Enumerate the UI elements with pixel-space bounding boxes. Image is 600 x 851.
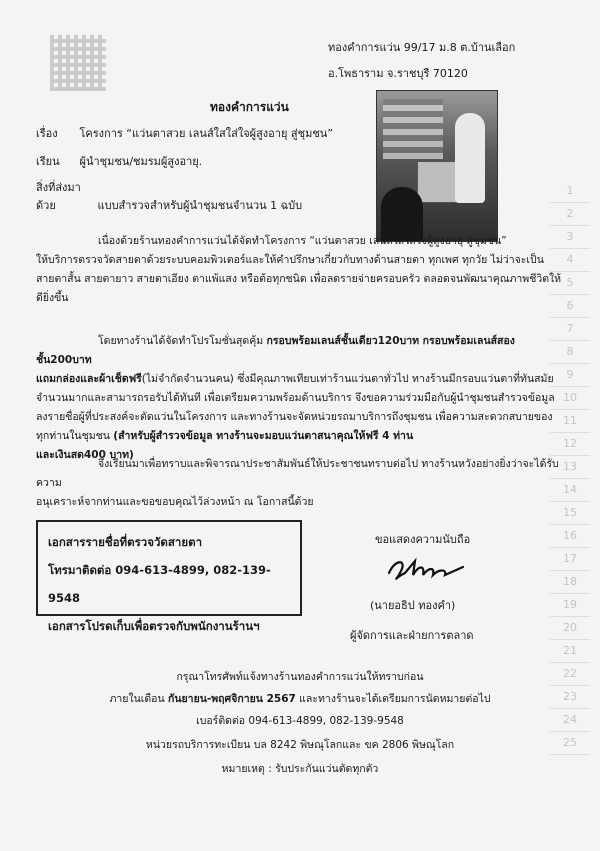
- promo-price: กรอบพร้อมเลนส์ชั้นเดียว120บาท กรอบพร้อมเลนส์สองชั้น200บาท: [36, 335, 515, 366]
- table-row: 5: [550, 272, 590, 295]
- paragraph-3: [36, 455, 566, 512]
- promo-intro: โดยทางร้านได้จัดทำโปรโมชั่นสุดคุ้ม: [98, 335, 267, 347]
- paragraph-line: เนื่องด้วยร้านทองคำการแว่นได้จัดทำโครงการ “แว่นตาสวย เลนส์ใสใส่ใจผู้สูงอายุ สู่ชุมชน”: [98, 235, 507, 247]
- attachment-label: สิ่งที่ส่งมาด้วย: [36, 181, 81, 212]
- surveyor-reward: (สำหรับผู้สำรวจข้อมูล ทางร้านจะมอบแว่นตาสนาคุณให้ฟรี 4 ท่าน: [113, 430, 414, 442]
- table-row: 14: [550, 479, 590, 502]
- table-row: 17: [550, 548, 590, 571]
- footer-prefix: ภายในเดือน: [109, 693, 168, 705]
- footer-vehicles: หน่วยรถบริการทะเบียน บล 8242 พิษณุโลกและ ขค 2806 พิษณุโลก: [145, 739, 455, 751]
- table-row: 24: [550, 709, 590, 732]
- table-row: 6: [550, 295, 590, 318]
- table-row: 20: [550, 617, 590, 640]
- staff-person-image: [455, 113, 485, 203]
- footer-line: [0, 690, 600, 707]
- signer-role: ผู้จัดการและฝ่ายการตลาด: [350, 629, 474, 642]
- table-row: 4: [550, 249, 590, 272]
- paragraph-line: อนุเคราะห์จากท่านและขอขอบคุณไว้ล่วงหน้า ณ โอกาสนี้ด้วย: [36, 496, 314, 508]
- table-row: 15: [550, 502, 590, 525]
- signature-image: [385, 555, 465, 581]
- footer-month-range: กันยายน-พฤศจิกายน 2567: [167, 693, 296, 705]
- table-row: 19: [550, 594, 590, 617]
- community-text: ทุกท่านในชุมชน: [36, 430, 114, 442]
- paragraph-line: ดียิ่งขึ้น: [36, 292, 69, 304]
- table-row: 3: [550, 226, 590, 249]
- table-row: 9: [550, 364, 590, 387]
- sender-address-line2: อ.โพธาราม จ.ราชบุรี 70120: [328, 67, 468, 80]
- cash-reward: และเงินสด400 บาท): [36, 449, 134, 461]
- notice-phone: โทรมาติดต่อ 094-613-4899, 082-139-9548: [48, 563, 271, 605]
- subject-row: [36, 124, 333, 142]
- table-row: 7: [550, 318, 590, 341]
- table-row: 21: [550, 640, 590, 663]
- paragraph-1: [36, 232, 566, 308]
- shelf-image: [383, 99, 443, 159]
- table-row: 18: [550, 571, 590, 594]
- shop-photo: [376, 90, 498, 242]
- paragraph-line: สายตาสั้น สายตายาว สายตาเอียง ตาแพ้แสง หรือต้อทุกชนิด เพื่อลดรายจ่ายครอบครัว ตลอดจนพัฒนาคุณภาพชีวิตให้: [36, 273, 562, 285]
- signer-name: (นายอธิป ทองคำ): [370, 599, 456, 612]
- recipient-label: เรียน: [36, 155, 60, 168]
- table-row: 16: [550, 525, 590, 548]
- paragraph-line: [36, 370, 566, 389]
- paragraph-line: จำนวนมากและสามารถรอรับได้ทันที เพื่อเตรียมความพร้อมด้านบริการ จึงขอความร่วมมือกับผู้นำชุมชนสำรวจข้อมูล: [36, 392, 555, 404]
- sender-address-line1: ทองคำการแว่น 99/17 ม.8 ต.บ้านเลือก: [328, 41, 516, 54]
- subject-label: เรื่อง: [36, 127, 58, 140]
- attachment-value: แบบสำรวจสำหรับผู้นำชุมชนจำนวน 1 ฉบับ: [97, 199, 303, 212]
- footer-suffix: และทางร้านจะได้เตรียมการนัดหมายต่อไป: [295, 693, 491, 705]
- table-row: 1: [550, 180, 590, 203]
- promo-detail: (ไม่จำกัดจำนวนคน) ซึ่งมีคุณภาพเทียบเท่าร้านแว่นตาทั่วไป ทางร้านมีกรอบแว่นตาที่ทันสมัย: [141, 373, 554, 385]
- table-row: 22: [550, 663, 590, 686]
- recipient-value: ผู้นำชุมชน/ชมรมผู้สูงอายุ.: [79, 155, 203, 168]
- table-row: 8: [550, 341, 590, 364]
- paragraph-line: ลงรายชื่อผู้ที่ประสงค์จะตัดแว่นในโครงการ และทางร้านจะจัดหน่วยรถมาบริการถึงชุมชน เพื่อความสะดวกสบายของ: [36, 411, 553, 423]
- paragraph-line: [36, 332, 566, 370]
- paragraph-line: [36, 427, 566, 446]
- table-row: 10: [550, 387, 590, 410]
- attachment-row: [36, 178, 302, 214]
- notice-box: [36, 520, 302, 633]
- footer-line: กรุณาโทรศัพท์แจ้งทางร้านทองคำการแว่นให้ทราบก่อน: [176, 671, 424, 683]
- subject-value: โครงการ “แว่นตาสวย เลนส์ใสใส่ใจผู้สูงอายุ สู่ชุมชน”: [79, 127, 334, 140]
- footer-note: หมายเหตุ : รับประกันแว่นตัดทุกตัว: [221, 763, 379, 775]
- table-row: 11: [550, 410, 590, 433]
- recipient-row: [36, 152, 202, 170]
- promo-gift: แถมกล่องและผ้าเช็ดฟรี: [36, 373, 142, 385]
- notice-line: เอกสารรายชื่อที่ตรวจวัดสายตา: [48, 535, 203, 549]
- closing-text: ขอแสดงความนับถือ: [375, 533, 471, 546]
- paragraph-line: ให้บริการตรวจวัดสายตาด้วยระบบคอมพิวเตอร์และให้คำปรึกษาเกี่ยวกับทางด้านสายตา ทุกเพศ ทุกวัย ไม่ว่าจะเป็น: [36, 254, 544, 266]
- notice-line: เอกสารโปรดเก็บเพื่อตรวจกับพนักงานร้านฯ: [48, 619, 260, 633]
- footer-phone: เบอร์ติดต่อ 094-613-4899, 082-139-9548: [196, 715, 404, 727]
- paragraph-line: จึงเรียนมาเพื่อทราบและพิจารณาประชาสัมพันธ์ให้ประชาชนทราบต่อไป ทางร้านหวังอย่างยิ่งว่าจะได้รับความ: [36, 458, 559, 489]
- letter-title: ทองคำการแว่น: [210, 100, 289, 114]
- table-row: 13: [550, 456, 590, 479]
- table-row: 12: [550, 433, 590, 456]
- table-row: 25: [550, 732, 590, 755]
- table-row: 23: [550, 686, 590, 709]
- table-row: 2: [550, 203, 590, 226]
- paragraph-2: [36, 332, 566, 465]
- qr-code-icon: [50, 35, 106, 91]
